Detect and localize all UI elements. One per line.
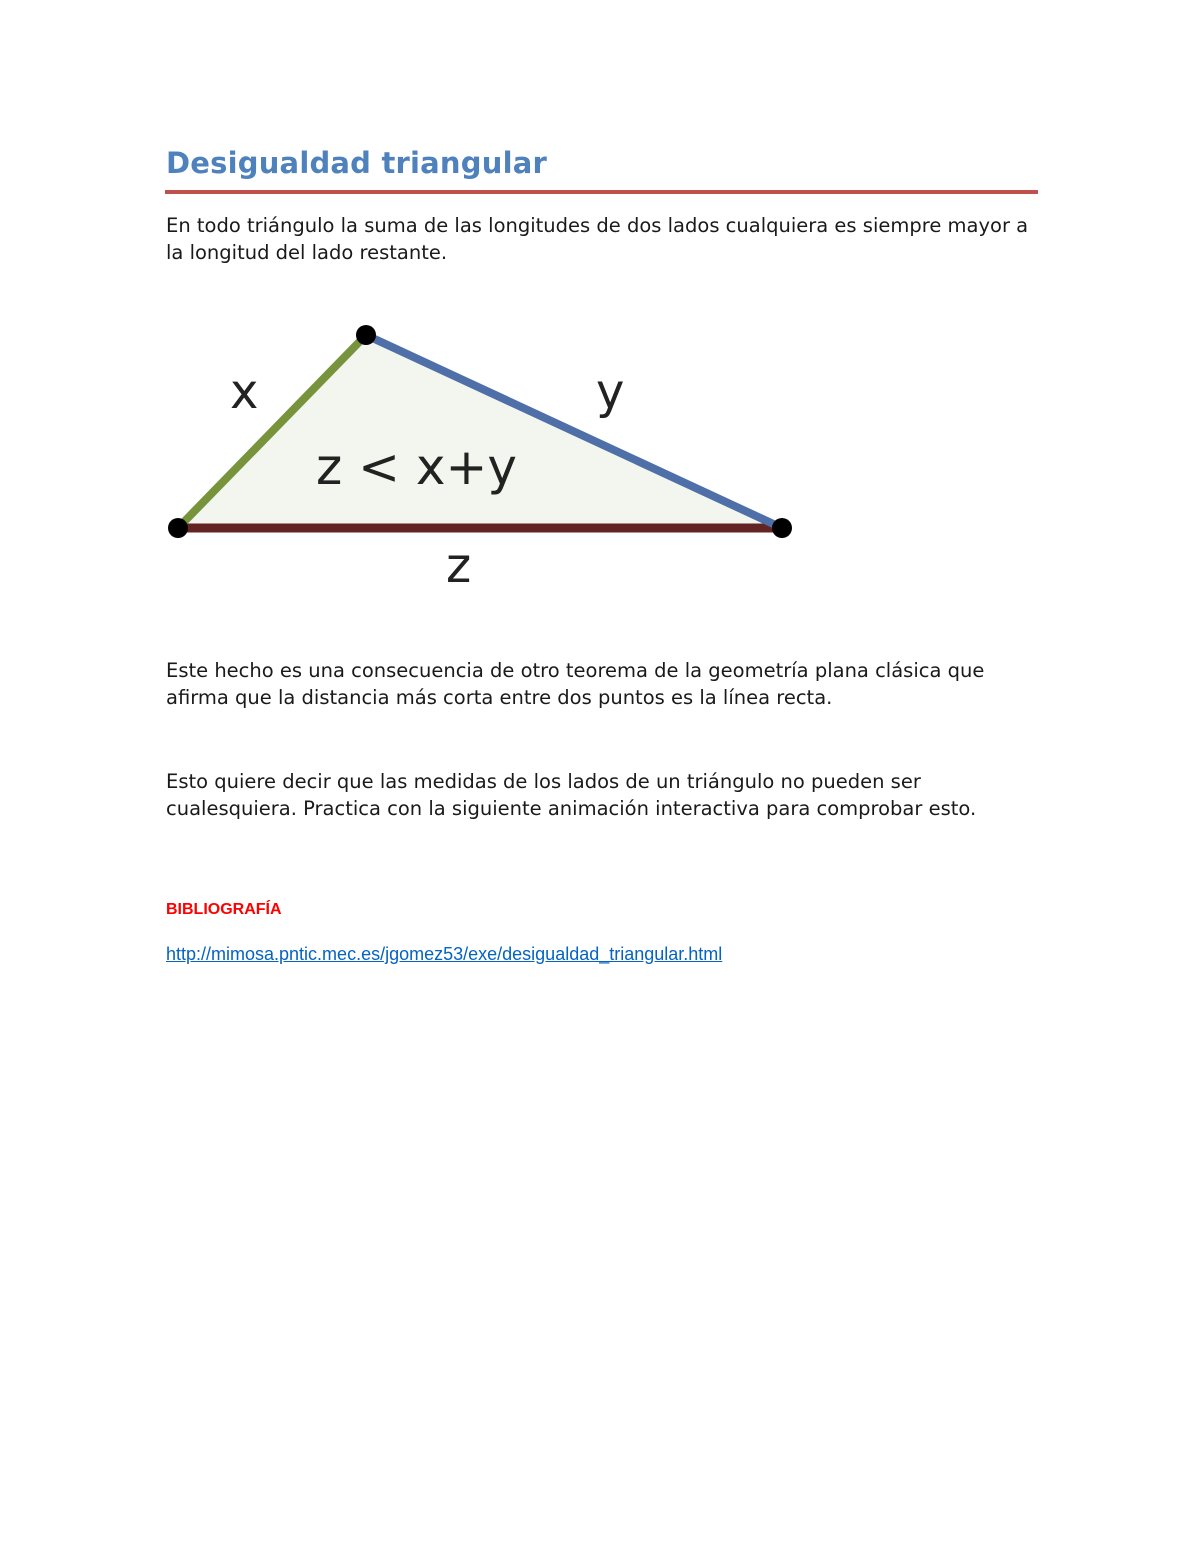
bibliography-heading: BIBLIOGRAFÍA [166, 901, 282, 918]
title-underline-rule [165, 190, 1038, 194]
vertex-top [356, 325, 376, 345]
label-x: x [230, 364, 259, 420]
page-title: Desigualdad triangular [166, 146, 547, 180]
intro-paragraph: En todo triángulo la suma de las longitudes de dos lados cualquiera es siempre mayor a la longitud del lado restante. [166, 214, 1029, 264]
inequality-label: z < x+y [316, 438, 518, 496]
label-z: z [446, 538, 472, 594]
bibliography-link[interactable]: http://mimosa.pntic.mec.es/jgomez53/exe/desigualdad_triangular.html [166, 944, 723, 964]
vertex-left [168, 518, 188, 538]
vertex-right [772, 518, 792, 538]
label-y: y [596, 364, 625, 420]
triangle-figure [160, 316, 800, 596]
practice-paragraph: Esto quiere decir que las medidas de los lados de un triángulo no pueden ser cualesquiera. Practica con la siguiente animación interactiva para comprobar esto. [166, 770, 977, 820]
consequence-paragraph: Este hecho es una consecuencia de otro teorema de la geometría plana clásica que afirma que la distancia más corta entre dos puntos es la línea recta. [166, 659, 985, 709]
